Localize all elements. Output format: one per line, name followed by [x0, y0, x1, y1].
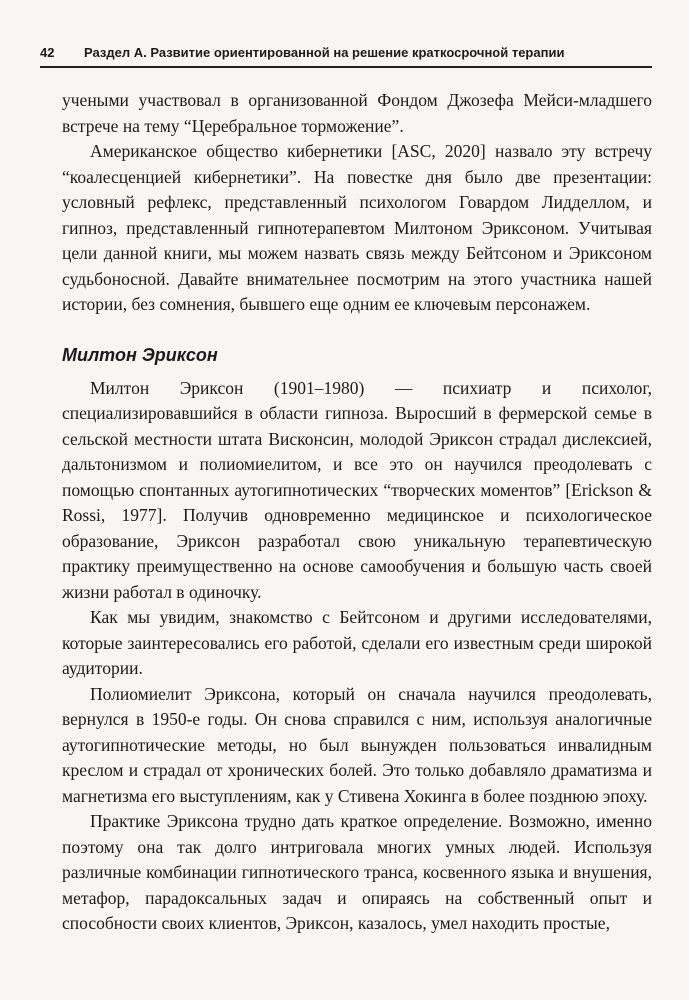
- page-body: [62, 88, 652, 937]
- body-paragraph: Полиомиелит Эриксона, который он сначала научился преодолевать, вернулся в 1950-е годы. Он снова справился с ним, используя аналогичные аутогипнотические методы, но был вынужден пользоваться инвалидным креслом и страдал от хронических болей. Это только добавляло драматизма и магнетизма его выступлениям, как у Стивена Хокинга в более позднюю эпоху.: [62, 683, 652, 806]
- page-number: 42: [40, 45, 55, 60]
- body-paragraph: Американское общество кибернетики [ASC, 2020] назвало эту встречу “коалесценцией кибернетики”. На повестке дня было две презентации: условный рефлекс, представленный психологом Говардом Лидделлом, и гипноз, представленный гипнотерапевтом Милтоном Эриксоном. Учитывая цели данной книги, мы можем назвать связь между Бейтсоном и Эриксоном судьбоносной. Давайте внимательнее посмотрим на этого участника нашей истории, без сомнения, бывшего еще одним ее ключевым персонажем.: [62, 141, 652, 314]
- body-paragraph: Милтон Эриксон (1901–1980) — психиатр и психолог, специализировавшийся в области гипноза. Выросший в фермерской семье в сельской местности штата Висконсин, молодой Эриксон страдал дислексией, дальтонизмом и полиомиелитом, и все это он научился преодолевать с помощью спонтанных аутогипнотических “творческих моментов” [Erickson & Rossi, 1977]. Получив одновременно медицинское и психологическое образование, Эриксон разработал свою уникальную терапевтическую практику преимущественно на основе самообучения и большую часть своей жизни работал в одиночку.: [62, 377, 652, 602]
- body-paragraph: учеными участвовал в организованной Фондом Джозефа Мейси-младшего встрече на тему “Церебральное торможение”.: [62, 90, 652, 136]
- body-paragraph: Как мы увидим, знакомство с Бейтсоном и другими исследователями, которые заинтересовались его работой, сделали его известным среди широкой аудитории.: [62, 607, 652, 678]
- section-heading: Милтон Эриксон: [62, 344, 218, 365]
- running-header: [40, 40, 652, 68]
- running-title: Раздел А. Развитие ориентированной на решение краткосрочной терапии: [84, 45, 565, 60]
- body-paragraph: Практике Эриксона трудно дать краткое определение. Возможно, именно поэтому она так долго интриговала многих умных людей. Используя различные комбинации гипнотического транса, косвенного языка и внушения, метафор, парадоксальных задач и опираясь на собственный опыт и способности своих клиентов, Эриксон, казалось, умел находить простые,: [62, 811, 652, 933]
